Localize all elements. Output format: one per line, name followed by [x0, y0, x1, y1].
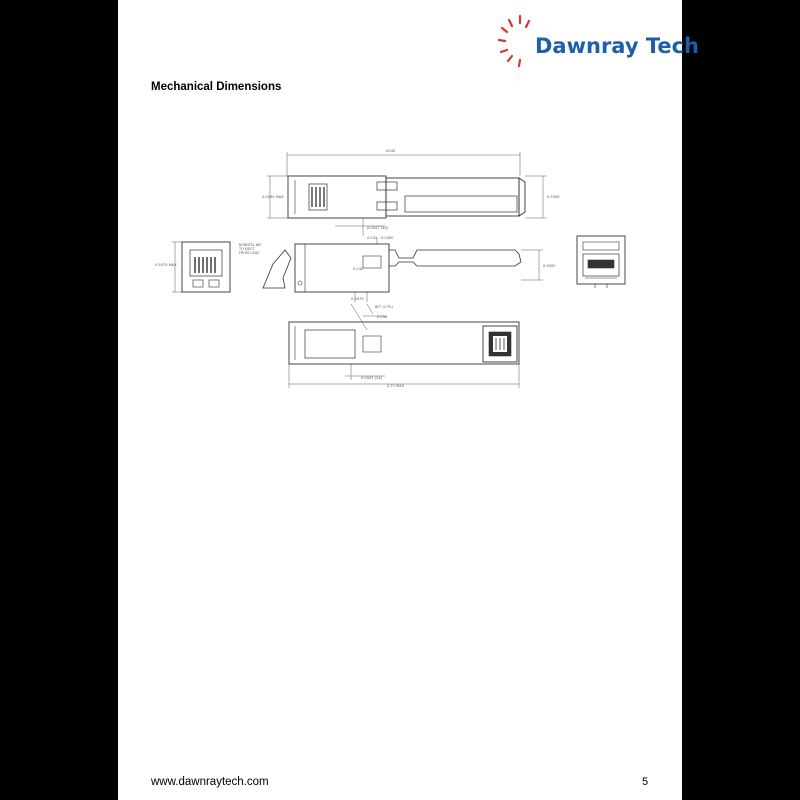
- callout-line-1: BOBNTEL BIP: [239, 243, 262, 247]
- bottom-view: [289, 304, 519, 388]
- document-page: [118, 0, 700, 800]
- dim-gap-bottom: 0.0047 (4X): [367, 226, 389, 230]
- dim-step-right: 0.5500: [543, 264, 556, 268]
- dim-side-height: 0.2400: [381, 236, 394, 240]
- dim-label-a: 0.032: [367, 236, 378, 240]
- dim-step-small: 0.0470: [351, 297, 364, 301]
- dim-overall: 0.71 MAX: [387, 384, 405, 388]
- logo-text: Dawnray Tech: [535, 34, 700, 58]
- callout-line-3: FROM CAGE: [239, 251, 260, 255]
- callout-line-2: TO EJECT: [239, 247, 255, 251]
- front-view-right: [577, 236, 625, 288]
- footer-url: www.dawnraytech.com: [151, 776, 269, 788]
- page-number: 5: [642, 776, 649, 788]
- dim-top-height: 0.5500: [547, 195, 560, 199]
- dim-front-width: 0.5970 MAX: [155, 263, 177, 267]
- dim-bottom-gap: 0.0047 (2X): [361, 376, 383, 380]
- section-title: Mechanical Dimensions: [151, 81, 282, 93]
- front-view-left: [172, 242, 230, 292]
- top-view: [267, 152, 547, 236]
- dim-top-width: 0.0030 MAX: [262, 195, 284, 199]
- dim-top-length: .0040: [385, 149, 396, 153]
- dim-bottom-step: 0.298: [377, 315, 388, 319]
- mechanical-drawing: [155, 140, 633, 398]
- dim-angle: 60° (2 PL): [375, 305, 393, 309]
- company-logo: [498, 14, 700, 70]
- dim-side-mid: 0.240: [353, 267, 364, 271]
- side-view: [263, 238, 543, 302]
